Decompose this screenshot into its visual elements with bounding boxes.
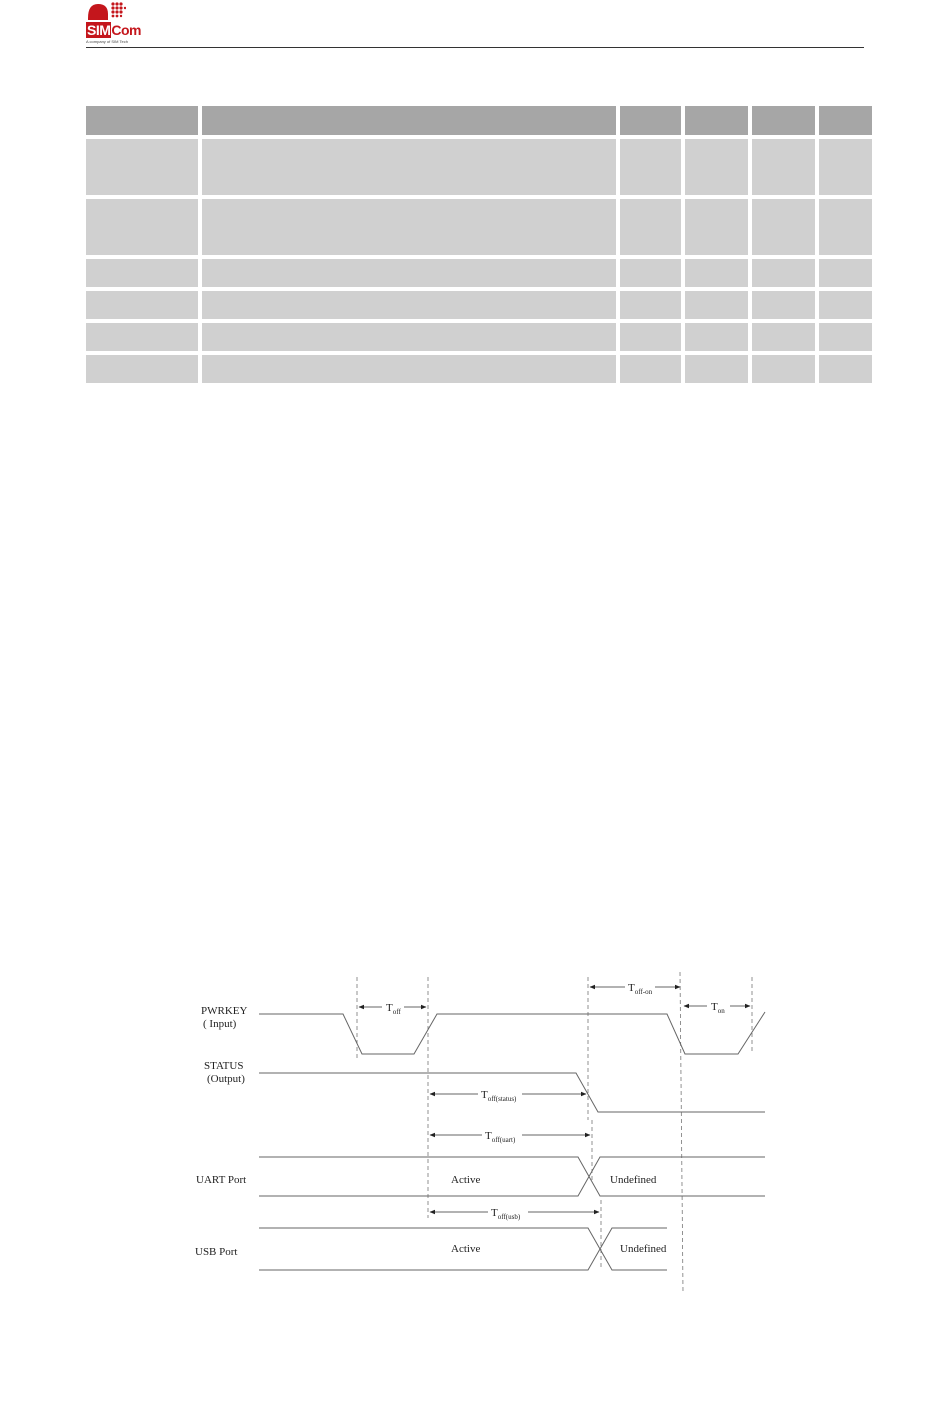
usb-undefined-label: Undefined <box>620 1243 667 1255</box>
usb-label: USB Port <box>195 1246 238 1258</box>
uart-undefined-label: Undefined <box>610 1174 657 1186</box>
uart-bus-line <box>259 1157 765 1196</box>
toff-label: $T_{off}$ <box>386 1002 401 1016</box>
logo-sim: SIM <box>87 22 111 38</box>
logo-com: Com <box>111 22 142 38</box>
status-waveform <box>259 1073 765 1112</box>
toffusb-label: $T_{off(usb)}$ <box>491 1207 521 1221</box>
pwrkey-sublabel: ( Input) <box>203 1018 237 1030</box>
toffstatus-label: $T_{off(status)}$ <box>481 1089 517 1103</box>
ton-label: $T_{on}$ <box>711 1001 725 1015</box>
logo-tagline: A company of SIM Tech <box>86 39 128 44</box>
uart-active-label: Active <box>451 1174 481 1186</box>
status-label: STATUS <box>204 1060 244 1072</box>
toffon-label: $T_{off-on}$ <box>628 982 653 996</box>
status-sublabel: (Output) <box>207 1073 245 1085</box>
pwrkey-label: PWRKEY <box>201 1005 248 1017</box>
usb-active-label: Active <box>451 1243 481 1255</box>
toffuart-label: $T_{off(uart)}$ <box>485 1130 516 1144</box>
uart-label: UART Port <box>196 1174 247 1186</box>
pwrkey-waveform <box>259 1012 765 1054</box>
uart-bus-line <box>259 1157 765 1196</box>
guide-line <box>680 972 683 1292</box>
